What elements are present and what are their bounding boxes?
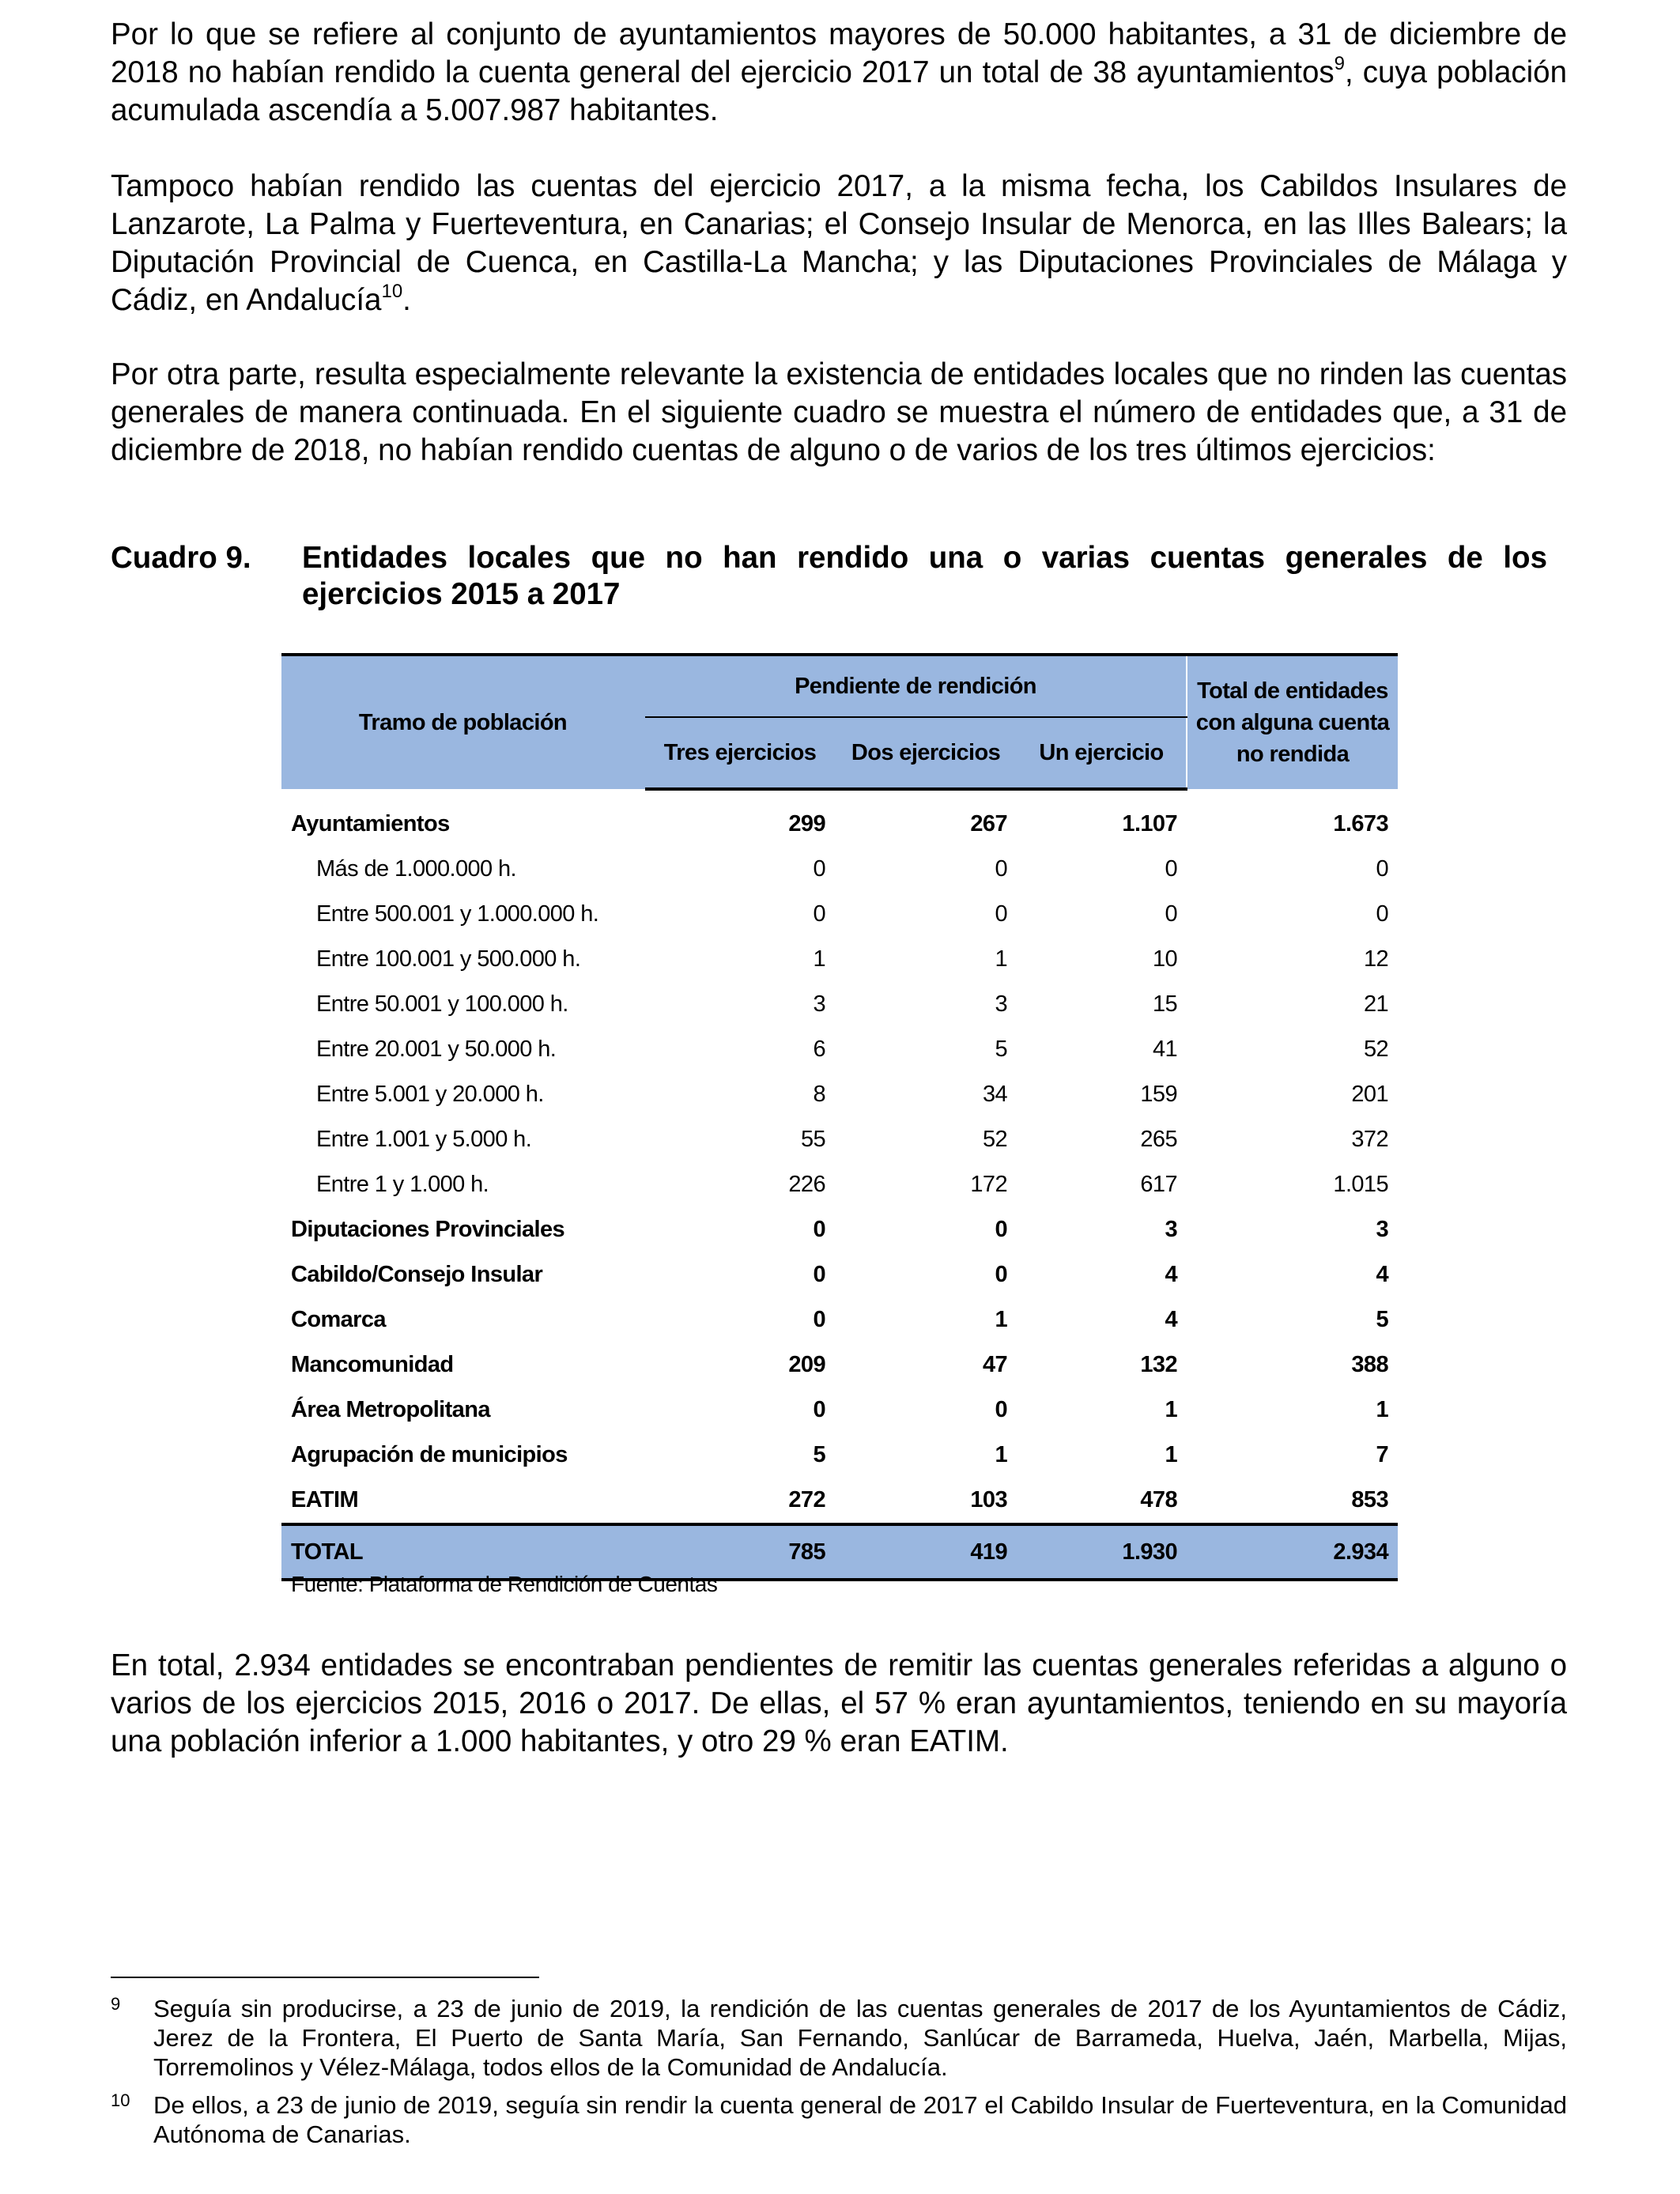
cell-total: 1.673 (1333, 811, 1388, 836)
row-label: Agrupación de municipios (291, 1442, 568, 1467)
row-label: Diputaciones Provinciales (291, 1217, 565, 1242)
table-source: Fuente: Plataforma de Rendición de Cuentas (291, 1572, 718, 1596)
cell-tres: 0 (813, 1397, 825, 1422)
cell-tres: 55 (800, 1127, 825, 1152)
cell-uno: 41 (1152, 1037, 1177, 1062)
cell-dos: 34 (982, 1082, 1007, 1107)
footnote-9 (111, 1994, 1567, 2082)
table-row (281, 1297, 1398, 1342)
table-row (281, 1342, 1398, 1388)
row-label: Entre 100.001 y 500.000 h. (316, 946, 581, 972)
header-tramo: Tramo de población (281, 655, 645, 789)
cell-uno: 1.930 (1017, 1524, 1187, 1580)
paragraph-text-tail: , cuya población acumulada ascendía a 5.007.987 habitantes. (111, 55, 1567, 127)
cell-total: 1 (1376, 1397, 1388, 1422)
footnote-10 (111, 2090, 1567, 2149)
row-label: Área Metropolitana (291, 1397, 490, 1422)
cell-tres: 209 (788, 1352, 825, 1377)
row-label: Entre 1.001 y 5.000 h. (316, 1127, 532, 1152)
table-row (281, 1162, 1398, 1207)
table-row (281, 982, 1398, 1027)
cell-uno: 132 (1140, 1352, 1177, 1377)
row-label: Entre 50.001 y 100.000 h. (316, 991, 568, 1017)
cell-tres: 785 (645, 1524, 835, 1580)
header-total: Total de entidades con alguna cuenta no rendida (1187, 655, 1398, 789)
cell-tres: 0 (813, 1217, 825, 1242)
footnote-text: De ellos, a 23 de junio de 2019, seguía sin rendir la cuenta general de 2017 el Cabildo Insular de Fuerteventura, en la Comunidad Autónoma de Canarias. (153, 2091, 1567, 2148)
cell-total: 388 (1351, 1352, 1388, 1377)
footnote-ref-10[interactable]: 10 (381, 281, 403, 302)
cell-total: 1.015 (1333, 1172, 1388, 1197)
row-label: Ayuntamientos (291, 811, 450, 836)
footnote-divider (111, 1977, 539, 1978)
footnote-text: Seguía sin producirse, a 23 de junio de 2019, la rendición de las cuentas generales de 2017 de los Ayuntamientos de Cádiz, Jerez de la Frontera, El Puerto de Santa María, San Fernando, Sanlúcar de Barrameda, Huelva, Jaén, Marbella, Mijas, Torremolinos y Vélez-Málaga, todos ellos de la Comunidad de Andalucía. (153, 1995, 1567, 2081)
cell-dos: 0 (995, 901, 1007, 927)
row-label: Mancomunidad (291, 1352, 454, 1377)
cell-total: 4 (1376, 1262, 1388, 1287)
cell-dos: 1 (995, 1307, 1007, 1332)
table-row (281, 847, 1398, 892)
cell-total: 2.934 (1187, 1524, 1398, 1580)
cell-uno: 10 (1152, 946, 1177, 972)
cell-dos: 0 (995, 1397, 1007, 1422)
cell-dos: 103 (970, 1487, 1007, 1512)
cell-tres: 8 (813, 1082, 825, 1107)
cell-tres: 0 (813, 901, 825, 927)
footnote-mark: 9 (111, 1994, 121, 2014)
paragraph-en-total: En total, 2.934 entidades se encontraban pendientes de remitir las cuentas generales referidas a alguno o varios de los ejercicios 2015, 2016 o 2017. De ellas, el 57 % eran ayuntamientos, teniendo en su mayoría una población inferior a 1.000 habitantes, y otro 29 % eran EATIM. (111, 1648, 1567, 1758)
cell-total: 3 (1376, 1217, 1388, 1242)
paragraph-ayuntamientos-mayores (111, 16, 1567, 130)
cell-total: 0 (1376, 901, 1388, 927)
row-label: Entre 5.001 y 20.000 h. (316, 1082, 544, 1107)
cell-uno: 3 (1165, 1217, 1177, 1242)
cell-tres: 299 (788, 811, 825, 836)
cell-uno: 15 (1152, 991, 1177, 1017)
cell-uno: 1 (1165, 1397, 1177, 1422)
cell-dos: 1 (995, 946, 1007, 972)
cell-uno: 1 (1165, 1442, 1177, 1467)
header-pendiente: Pendiente de rendición (645, 655, 1187, 717)
cell-total: 853 (1351, 1487, 1388, 1512)
cell-tres: 5 (813, 1442, 825, 1467)
cell-dos: 5 (995, 1037, 1007, 1062)
cell-tres: 272 (788, 1487, 825, 1512)
row-label: TOTAL (281, 1524, 645, 1580)
cell-tres: 0 (813, 1307, 825, 1332)
paragraph-text: Tampoco habían rendido las cuentas del ejercicio 2017, a la misma fecha, los Cabildos Insulares de Lanzarote, La Palma y Fuerteventura, en Canarias; el Consejo Insular de Menorca, en las Illes Balears; la Diputación Provincial de Cuenca, en Castilla-La Mancha; y las Diputaciones Provinciales de Málaga y Cádiz, en Andalucía (111, 169, 1567, 317)
table-row (281, 1433, 1398, 1478)
cell-dos: 3 (995, 991, 1007, 1017)
table-row (281, 1388, 1398, 1433)
cell-tres: 0 (813, 1262, 825, 1287)
cell-dos: 0 (995, 1217, 1007, 1242)
cell-total: 372 (1351, 1127, 1388, 1152)
cell-uno: 0 (1165, 856, 1177, 882)
row-label: Entre 500.001 y 1.000.000 h. (316, 901, 599, 927)
row-label: Entre 1 y 1.000 h. (316, 1172, 489, 1197)
cell-uno: 1.107 (1122, 811, 1177, 836)
cell-total: 5 (1376, 1307, 1388, 1332)
cell-uno: 0 (1165, 901, 1177, 927)
cell-total: 21 (1363, 991, 1388, 1017)
table-caption-number: Cuadro 9. (111, 541, 251, 575)
cell-tres: 0 (813, 856, 825, 882)
table-row-ayuntamientos (281, 802, 1398, 847)
header-tres-ejercicios: Tres ejercicios (645, 717, 835, 789)
cell-dos: 267 (970, 811, 1007, 836)
paragraph-cabildos (111, 168, 1567, 319)
cell-tres: 6 (813, 1037, 825, 1062)
table-row (281, 892, 1398, 937)
cell-dos: 47 (982, 1352, 1007, 1377)
header-dos-ejercicios: Dos ejercicios (835, 717, 1017, 789)
cell-total: 201 (1351, 1082, 1388, 1107)
row-label: Cabildo/Consejo Insular (291, 1262, 543, 1287)
footnote-ref-9[interactable]: 9 (1334, 53, 1345, 74)
table-row (281, 1478, 1398, 1524)
cell-dos: 419 (835, 1524, 1017, 1580)
paragraph-text-tail: . (402, 283, 411, 317)
table-row (281, 1207, 1398, 1252)
cell-dos: 52 (982, 1127, 1007, 1152)
cell-total: 7 (1376, 1442, 1388, 1467)
row-label: EATIM (291, 1487, 359, 1512)
table-row (281, 1072, 1398, 1117)
cell-tres: 226 (788, 1172, 825, 1197)
cell-uno: 265 (1140, 1127, 1177, 1152)
row-label: Comarca (291, 1307, 386, 1332)
paragraph-text: Por lo que se refiere al conjunto de ayuntamientos mayores de 50.000 habitantes, a 31 de diciembre de 2018 no habían rendido la cuenta general del ejercicio 2017 un total de 38 ayuntamientos (111, 17, 1567, 89)
paragraph-entidades-continuada: Por otra parte, resulta especialmente relevante la existencia de entidades locales que no rinden las cuentas generales de manera continuada. En el siguiente cuadro se muestra el número de entidades que, a 31 de diciembre de 2018, no habían rendido cuentas de alguno o de varios de los tres últimos ejercicios: (111, 357, 1567, 467)
cell-uno: 4 (1165, 1307, 1177, 1332)
cell-total: 0 (1376, 856, 1388, 882)
table-row (281, 937, 1398, 982)
cell-uno: 478 (1140, 1487, 1177, 1512)
cell-dos: 1 (995, 1442, 1007, 1467)
table-caption-title: Entidades locales que no han rendido una o varias cuentas generales de los ejercicios 2015 a 2017 (302, 541, 1547, 611)
entidades-table (281, 653, 1398, 1581)
cell-dos: 0 (995, 1262, 1007, 1287)
cell-tres: 3 (813, 991, 825, 1017)
footnote-mark: 10 (111, 2090, 130, 2110)
table-container (281, 653, 1398, 1581)
cell-dos: 172 (970, 1172, 1007, 1197)
table-row (281, 1252, 1398, 1297)
table-row (281, 1027, 1398, 1072)
cell-dos: 0 (995, 856, 1007, 882)
cell-uno: 617 (1140, 1172, 1177, 1197)
row-label: Más de 1.000.000 h. (316, 856, 517, 882)
row-label: Entre 20.001 y 50.000 h. (316, 1037, 557, 1062)
table-row (281, 1117, 1398, 1162)
cell-total: 12 (1363, 946, 1388, 972)
cell-total: 52 (1363, 1037, 1388, 1062)
cell-uno: 159 (1140, 1082, 1177, 1107)
header-un-ejercicio: Un ejercicio (1017, 717, 1187, 789)
cell-uno: 4 (1165, 1262, 1177, 1287)
cell-tres: 1 (813, 946, 825, 972)
